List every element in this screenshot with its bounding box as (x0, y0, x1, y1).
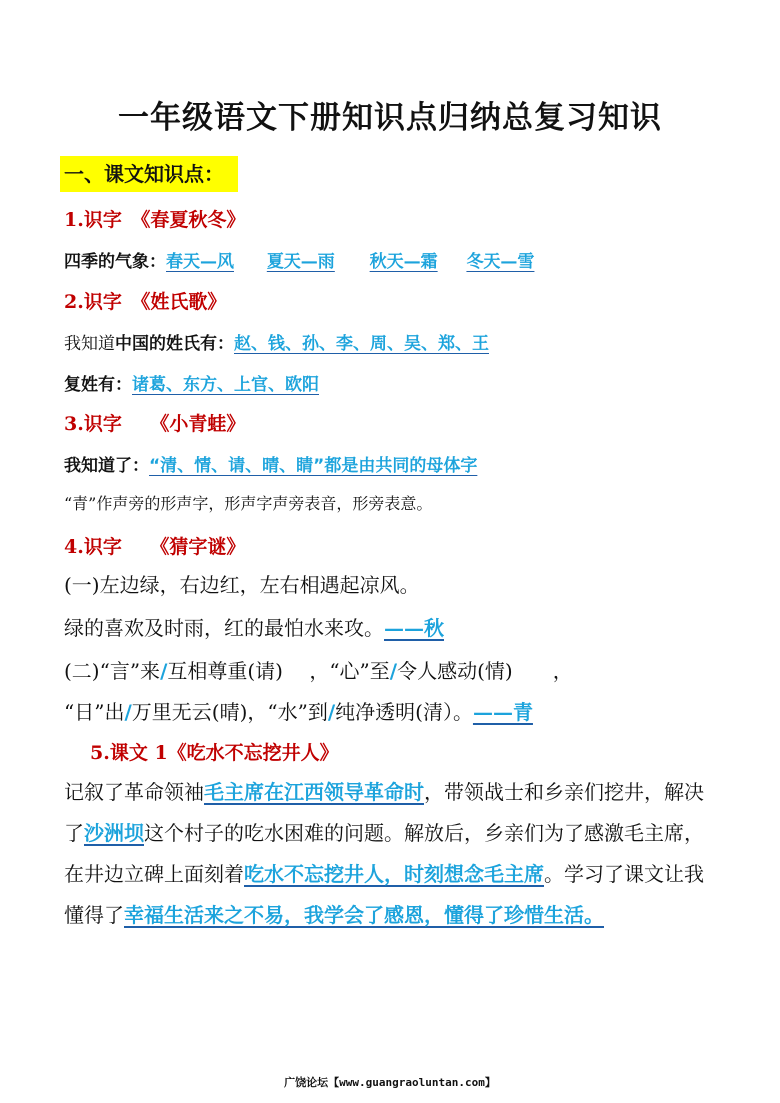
lesson-5-heading: 5.课文 1《吃水不忘挖井人》 (90, 742, 339, 764)
para-text-1: 记叙了革命领袖 (64, 780, 204, 804)
surnames-list: 赵、钱、孙、李、周、吴、郑、王 (234, 334, 489, 354)
footer-site: 广饶论坛【www.guangraoluntan.com】 (284, 1076, 496, 1089)
page-title: 一年级语文下册知识点归纳总复习知识 (118, 100, 662, 136)
compound-surnames-list: 诸葛、东方、上官、欧阳 (132, 375, 319, 395)
season-winter: 冬天—雪 (466, 252, 535, 272)
season-autumn: 秋天—霜 (369, 252, 438, 272)
riddle-1-text: 绿的喜欢及时雨，红的最怕水来攻。 (64, 616, 384, 640)
season-summer: 夏天—雨 (266, 252, 335, 272)
riddle-1-answer: ——秋 (384, 616, 444, 640)
surnames-line (64, 329, 489, 354)
lesson-2-heading: 2.识字 《姓氏歌》 (64, 291, 227, 313)
section-heading: 一、课文知识点： (60, 156, 238, 192)
surnames-label: 中国的姓氏有： (115, 334, 234, 354)
lesson-5-paragraph (64, 772, 714, 936)
slash-mark: / (327, 700, 336, 724)
slash-mark: / (389, 659, 398, 683)
para-text-4: 。学习了课文让我懂得了 (64, 862, 704, 927)
riddle-2-part-b: 互相尊重(请) ，“心”至 (167, 659, 390, 683)
compound-surnames-label: 复姓有： (64, 375, 132, 395)
riddle-1-line-1: (一)左边绿，右边红，左右相遇起凉风。 (64, 573, 420, 597)
season-spring: 春天—风 (166, 252, 234, 272)
lesson-4-heading: 4.识字 《猜字谜》 (64, 536, 246, 558)
slash-mark: / (160, 659, 168, 683)
riddle-2-part-c: 令人感动(情) ， (397, 659, 573, 683)
riddle-2-line-1 (64, 655, 573, 684)
riddle-2-line-2 (64, 696, 533, 725)
lesson-3-note: “青”作声旁的形声字，形声字声旁表音，形旁表意。 (64, 494, 433, 513)
compound-surnames-line (64, 370, 319, 395)
lesson-1-heading: 1.识字 《春夏秋冬》 (64, 209, 246, 231)
riddle-2-part-a: (二)“言”来 (64, 659, 161, 683)
surnames-prefix: 我知道 (64, 334, 115, 354)
riddle-2-part-d: “日”出 (64, 700, 125, 724)
slash-mark: / (124, 700, 132, 724)
lesson-3-heading: 3.识字 《小青蛙》 (64, 413, 246, 435)
riddle-2-part-e: 万里无云(晴)，“水”到 (131, 700, 328, 724)
para-text-3: 这个村子的吃水困难的问题。解放后，乡亲们为了感激毛主席，在井边立碑上面刻着 (64, 821, 704, 886)
lesson-1-line (64, 247, 534, 272)
seasons-label: 四季的气象： (64, 252, 166, 272)
para-highlight-2: 沙洲坝 (84, 821, 144, 845)
knowledge-label: 我知道了： (64, 456, 149, 476)
para-highlight-1: 毛主席在江西领导革命时 (204, 780, 424, 804)
riddle-2-answer: ——青 (472, 700, 533, 724)
phonetic-chars: “清、情、请、晴、睛”都是由共同的母体字 (149, 456, 478, 476)
para-text-2: ，带领战士和乡亲们挖井，解决了 (64, 780, 704, 845)
para-highlight-4: 幸福生活来之不易，我学会了感恩，懂得了珍惜生活。 (124, 903, 604, 927)
riddle-1-line-2 (64, 612, 444, 641)
riddle-2-part-f: 纯净透明(清）。 (335, 700, 473, 724)
lesson-3-line (64, 451, 477, 476)
para-highlight-3: 吃水不忘挖井人，时刻想念毛主席 (244, 862, 544, 886)
